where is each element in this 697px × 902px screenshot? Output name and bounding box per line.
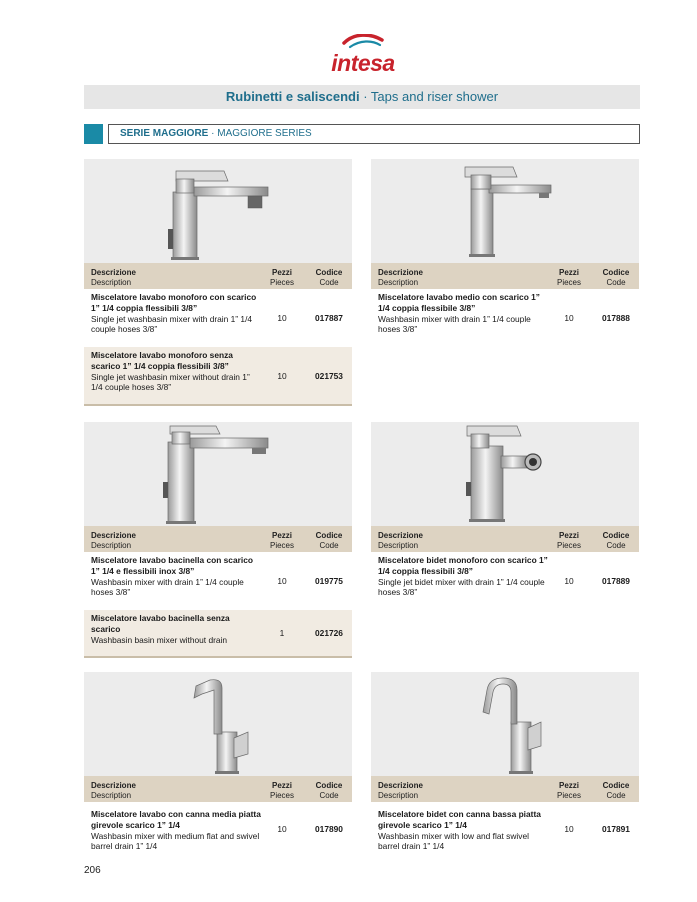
product-subtitle: Washbasin mixer with medium flat and swivel barrel drain 1” 1/4	[91, 830, 260, 852]
col-description-it: Descrizione	[91, 781, 136, 790]
col-pieces-en: Pieces	[269, 278, 294, 287]
col-code-en: Code	[606, 278, 626, 287]
code-value: 017890	[315, 824, 343, 834]
product-title: Miscelatore lavabo con canna media piatta girevole scarico 1” 1/4	[91, 809, 261, 830]
col-code-it: Codice	[602, 531, 630, 540]
product-image	[371, 672, 639, 776]
col-description-it: Descrizione	[378, 781, 423, 790]
product-image	[371, 422, 639, 526]
series-separator: ·	[208, 128, 218, 139]
col-pieces-it: Pezzi	[558, 781, 579, 790]
col-description-it: Descrizione	[378, 531, 423, 540]
series-header	[84, 124, 640, 144]
small-basin-mixer-icon	[84, 422, 352, 526]
pieces-value: 10	[564, 824, 574, 834]
col-description-en: Description	[91, 278, 132, 287]
product-title: Miscelatore lavabo medio con scarico 1” 1/4 coppia flessibile 3/8”	[378, 292, 540, 313]
col-code-en: Code	[606, 791, 626, 800]
product-subtitle: Washbasin mixer with low and flat swivel barrel drain 1” 1/4	[378, 830, 529, 852]
col-code-it: Codice	[315, 531, 343, 540]
table-row	[84, 552, 352, 610]
product-image	[371, 159, 639, 263]
page-number: 206	[84, 865, 101, 876]
col-code-it: Codice	[602, 781, 630, 790]
col-pieces-en: Pieces	[269, 791, 294, 800]
table-header	[84, 263, 352, 289]
col-description-en: Description	[378, 541, 419, 550]
pieces-value: 10	[277, 824, 287, 834]
row-separator	[84, 656, 352, 658]
code-value: 017891	[602, 824, 630, 834]
brand-name: intesa	[331, 50, 395, 76]
pieces-value: 10	[277, 576, 287, 586]
code-value: 021753	[315, 371, 343, 381]
col-description-it: Descrizione	[91, 531, 136, 540]
table-header	[84, 776, 352, 802]
medium-basin-mixer-icon	[371, 159, 639, 263]
product-title: Miscelatore lavabo bacinella con scarico 1” 1/4 e flessibili inox 3/8”	[91, 555, 253, 576]
product-image	[84, 159, 352, 263]
code-value: 017887	[315, 313, 343, 323]
col-pieces-en: Pieces	[556, 791, 581, 800]
col-code-en: Code	[319, 791, 339, 800]
product-subtitle: Single jet bidet mixer with drain 1” 1/4 couple hoses 3/8”	[378, 576, 545, 598]
table-header	[371, 526, 639, 552]
product-subtitle: Single jet washbasin mixer with drain 1” 1/4 couple hoses 3/8”	[91, 313, 253, 335]
col-description-en: Description	[91, 791, 132, 800]
product-title: Miscelatore bidet con canna bassa piatta girevole scarico 1” 1/4	[378, 809, 541, 830]
col-description-it: Descrizione	[91, 268, 136, 277]
col-code-it: Codice	[602, 268, 630, 277]
col-code-it: Codice	[315, 268, 343, 277]
swivel-basin-mixer-icon	[84, 672, 352, 776]
table-header	[84, 526, 352, 552]
table-row	[371, 552, 639, 610]
bidet-mixer-icon	[371, 422, 639, 526]
col-code-en: Code	[606, 541, 626, 550]
title-separator: ·	[359, 89, 371, 104]
pieces-value: 10	[564, 313, 574, 323]
table-row	[84, 347, 352, 406]
col-pieces-it: Pezzi	[271, 531, 292, 540]
col-code-it: Codice	[315, 781, 343, 790]
col-description-en: Description	[91, 541, 132, 550]
col-description-en: Description	[378, 791, 419, 800]
product-subtitle: Washbasin basin mixer without drain	[91, 634, 228, 645]
pieces-value: 1	[279, 628, 285, 638]
code-value: 017889	[602, 576, 630, 586]
col-code-en: Code	[319, 541, 339, 550]
table-header	[371, 776, 639, 802]
table-row	[84, 806, 352, 864]
product-image	[84, 422, 352, 526]
col-pieces-it: Pezzi	[271, 268, 292, 277]
product-subtitle: Washbasin mixer with drain 1” 1/4 couple hoses 3/8”	[91, 576, 244, 598]
col-description-it: Descrizione	[378, 268, 423, 277]
col-pieces-it: Pezzi	[558, 531, 579, 540]
product-title: Miscelatore bidet monoforo con scarico 1” 1/4 coppia flessibili 3/8”	[378, 555, 548, 576]
table-row	[371, 289, 639, 347]
col-pieces-en: Pieces	[556, 541, 581, 550]
swivel-bidet-mixer-icon	[371, 672, 639, 776]
table-row	[84, 610, 352, 658]
col-pieces-en: Pieces	[269, 541, 294, 550]
code-value: 021726	[315, 628, 343, 638]
code-value: 017888	[602, 313, 630, 323]
product-subtitle: Washbasin mixer with drain 1” 1/4 couple hoses 3/8”	[378, 313, 531, 335]
series-name-english: MAGGIORE SERIES	[217, 128, 312, 139]
col-description-en: Description	[378, 278, 419, 287]
series-title-box	[108, 124, 640, 144]
row-separator	[84, 404, 352, 406]
col-code-en: Code	[319, 278, 339, 287]
table-row	[84, 289, 352, 347]
brand-logo	[322, 34, 404, 80]
basin-mixer-icon	[84, 159, 352, 263]
title-english: Taps and riser shower	[370, 89, 499, 104]
pieces-value: 10	[277, 313, 287, 323]
pieces-value: 10	[564, 576, 574, 586]
table-row	[371, 806, 639, 864]
series-name-italian: SERIE MAGGIORE	[120, 128, 209, 139]
product-title: Miscelatore lavabo monoforo senza scarico 1” 1/4 coppia flessibili 3/8”	[91, 350, 233, 371]
product-image	[84, 672, 352, 776]
title-italian: Rubinetti e saliscendi	[225, 89, 360, 104]
page-title-banner	[84, 85, 640, 109]
col-pieces-it: Pezzi	[271, 781, 292, 790]
product-title: Miscelatore lavabo monoforo con scarico 1” 1/4 coppia flessibili 3/8”	[91, 292, 257, 313]
product-subtitle: Single jet washbasin mixer without drain 1” 1/4 couple hoses 3/8”	[91, 371, 250, 393]
product-title: Miscelatore lavabo bacinella senza scarico	[91, 613, 230, 634]
col-pieces-it: Pezzi	[558, 268, 579, 277]
code-value: 019775	[315, 576, 343, 586]
pieces-value: 10	[277, 371, 287, 381]
col-pieces-en: Pieces	[556, 278, 581, 287]
series-marker	[84, 124, 103, 144]
table-header	[371, 263, 639, 289]
